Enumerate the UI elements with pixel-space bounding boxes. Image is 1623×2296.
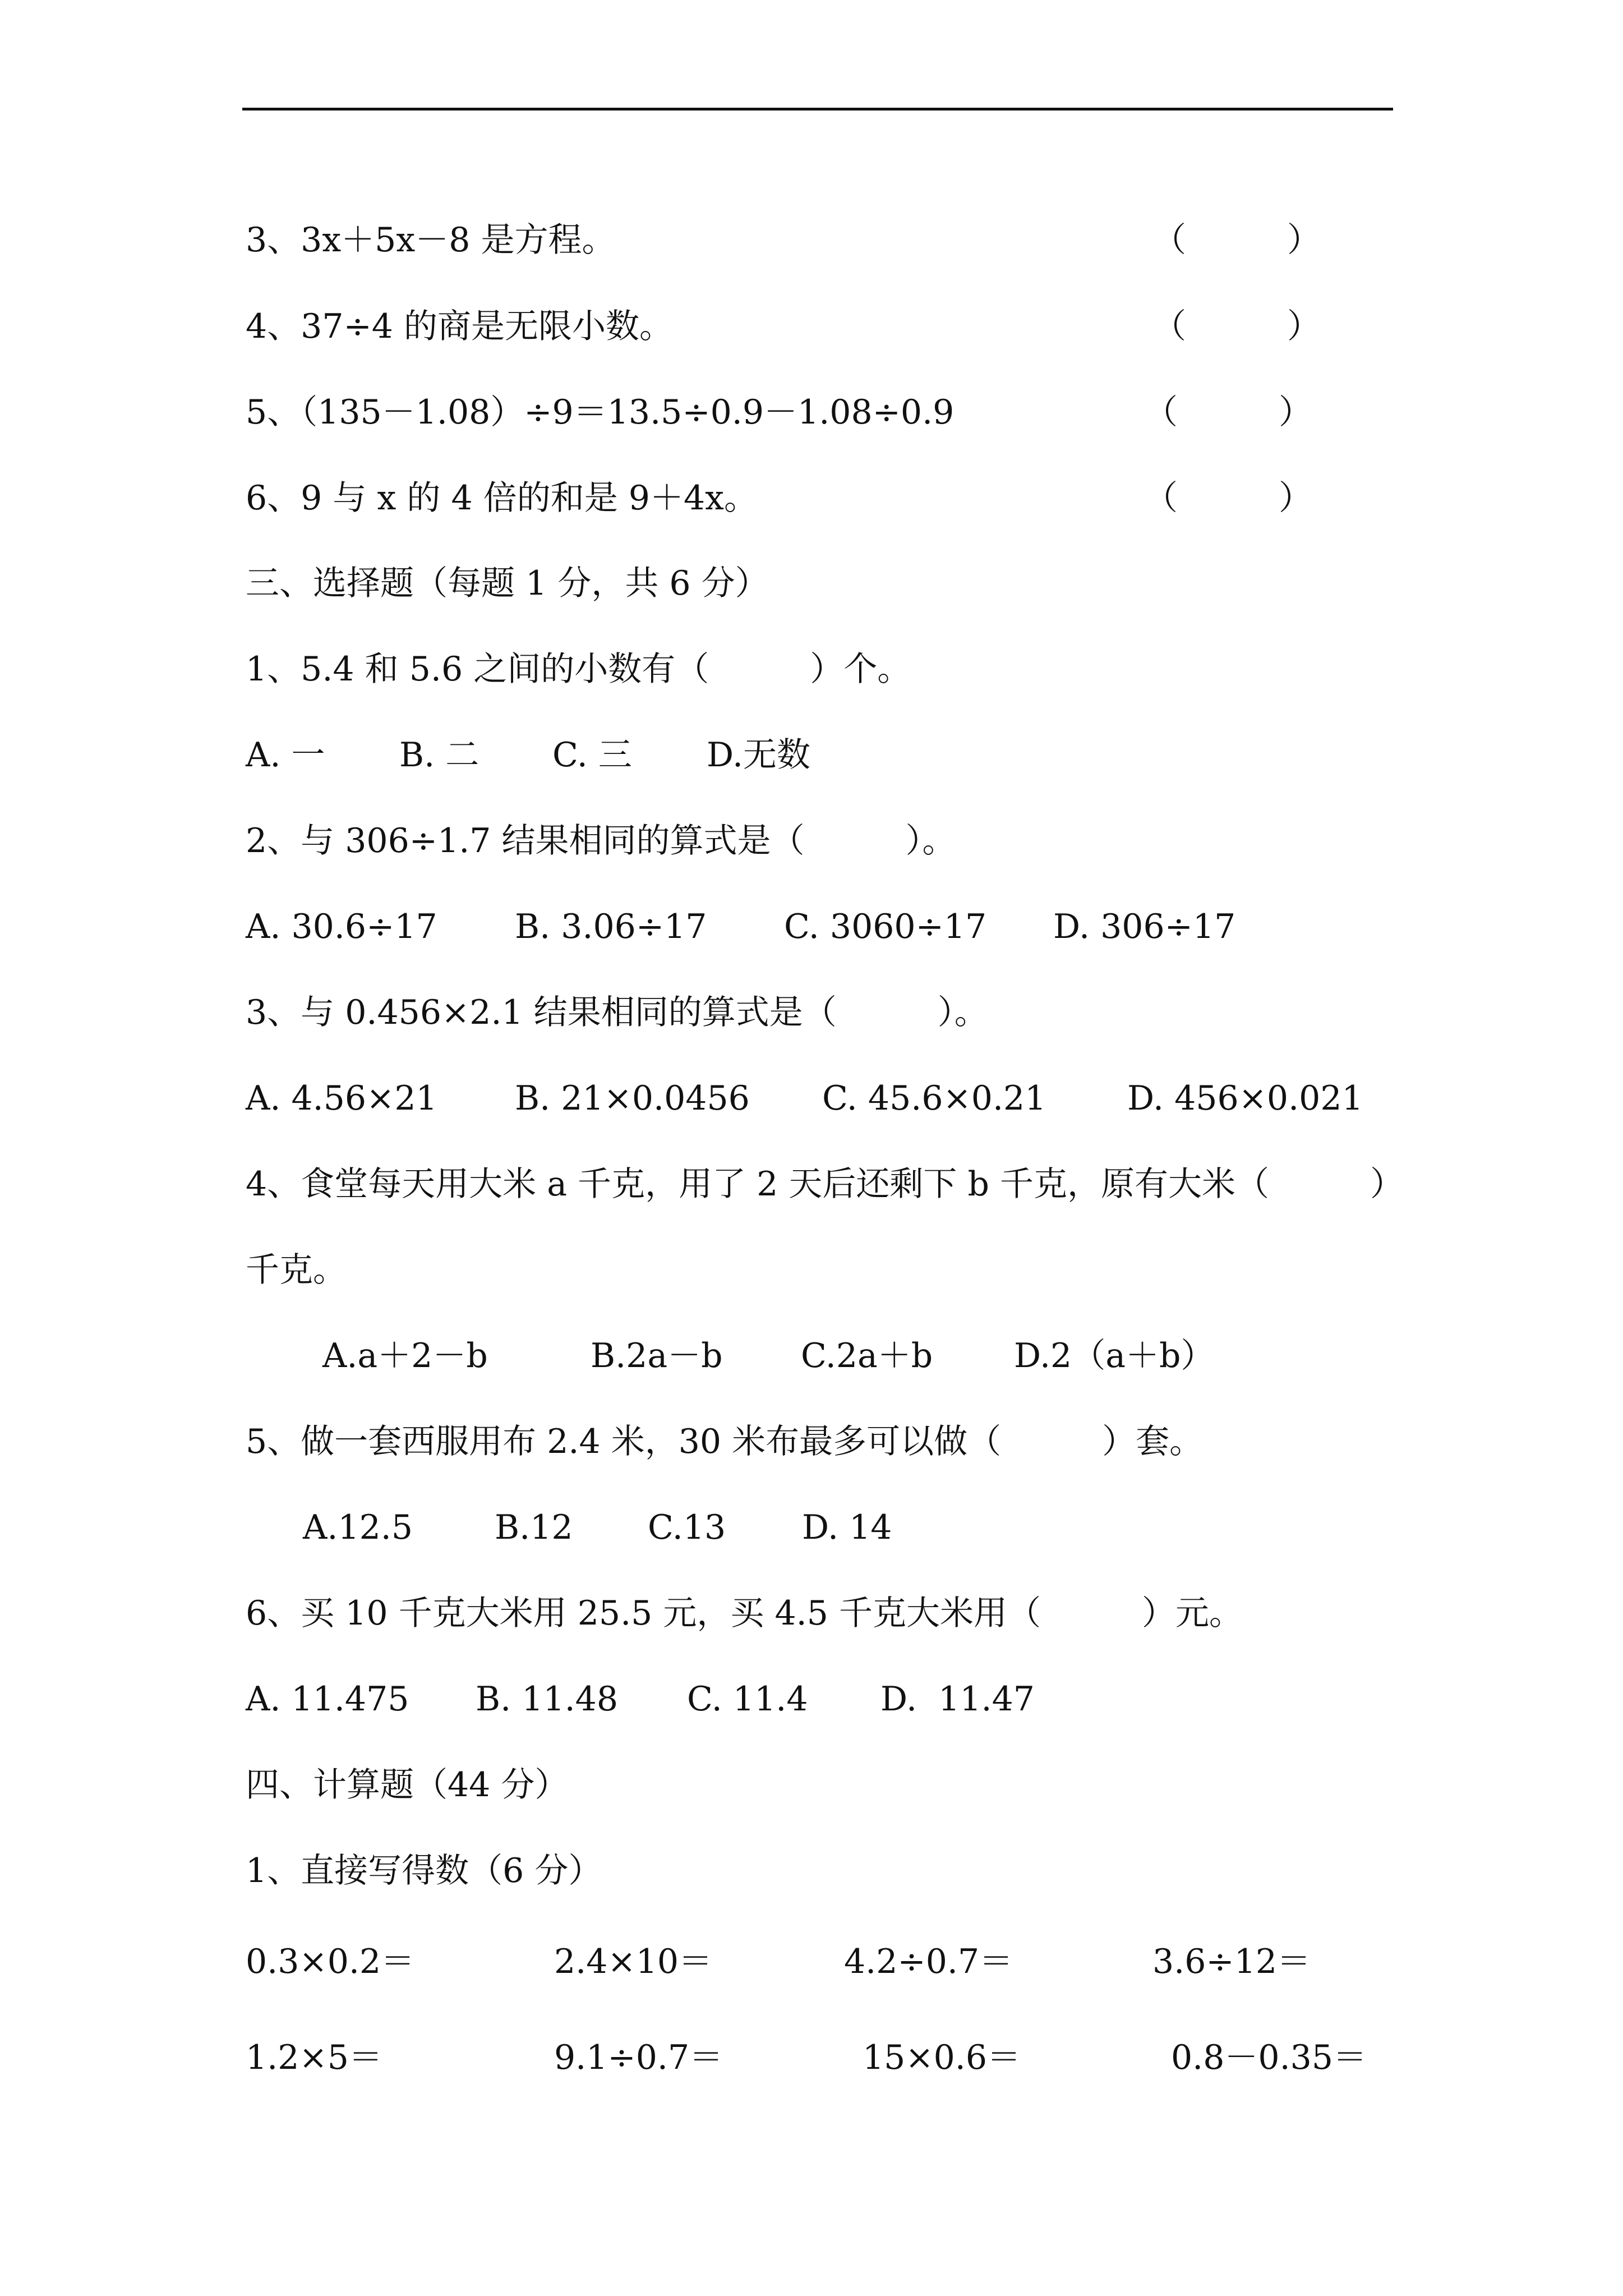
option-d[interactable]: D. 14 xyxy=(802,1508,892,1547)
calc-problem: 1.2×5＝ xyxy=(246,2038,382,2077)
choice-question-2: 2、与 306÷1.7 结果相同的算式是（ ）。 xyxy=(246,821,956,861)
calc-problem: 2.4×10＝ xyxy=(554,1942,713,1981)
option-d[interactable]: D. 456×0.021 xyxy=(1127,1079,1363,1118)
option-d[interactable]: D.无数 xyxy=(707,735,811,775)
option-b[interactable]: B. 21×0.0456 xyxy=(515,1079,750,1118)
answer-blank[interactable]: （ ） xyxy=(1144,478,1312,518)
option-a[interactable]: A. 11.475 xyxy=(246,1680,409,1719)
section-heading-calculation: 四、计算题（44 分） xyxy=(246,1765,569,1805)
option-a[interactable]: A.a＋2－b xyxy=(322,1336,488,1375)
option-a[interactable]: A. 30.6÷17 xyxy=(246,907,437,946)
option-b[interactable]: B. 3.06÷17 xyxy=(515,907,707,946)
option-d[interactable]: D.2（a＋b） xyxy=(1014,1336,1215,1375)
choice-question-6: 6、买 10 千克大米用 25.5 元，买 4.5 千克大米用（ ）元。 xyxy=(246,1594,1243,1633)
option-c[interactable]: C. 三 xyxy=(552,735,632,775)
answer-blank[interactable]: （ ） xyxy=(1152,220,1321,260)
option-d[interactable]: D. 11.47 xyxy=(880,1680,1035,1719)
option-a[interactable]: A. 一 xyxy=(246,735,325,775)
option-b[interactable]: B.12 xyxy=(495,1508,573,1547)
answer-blank[interactable]: （ ） xyxy=(1144,393,1312,432)
option-a[interactable]: A.12.5 xyxy=(303,1508,413,1547)
choice-question-4-continued: 千克。 xyxy=(246,1250,347,1290)
choice-question-5: 5、做一套西服用布 2.4 米，30 米布最多可以做（ ）套。 xyxy=(246,1422,1204,1461)
calculation-sub-heading: 1、直接写得数（6 分） xyxy=(246,1851,602,1890)
option-c[interactable]: C. 3060÷17 xyxy=(784,907,987,946)
calc-problem: 0.8－0.35＝ xyxy=(1171,2038,1367,2077)
option-c[interactable]: C. 11.4 xyxy=(687,1680,808,1719)
judgement-item-4: 4、37÷4 的商是无限小数。 xyxy=(246,307,674,346)
option-c[interactable]: C.2a＋b xyxy=(801,1336,933,1375)
judgement-item-3: 3、3x＋5x－8 是方程。 xyxy=(246,220,616,260)
judgement-item-5: 5、（135－1.08）÷9＝13.5÷0.9－1.08÷0.9 xyxy=(246,393,955,432)
calc-problem: 3.6÷12＝ xyxy=(1152,1942,1311,1981)
calc-problem: 9.1÷0.7＝ xyxy=(554,2038,723,2077)
judgement-item-6: 6、9 与 x 的 4 倍的和是 9＋4x。 xyxy=(246,478,758,518)
calc-problem: 0.3×0.2＝ xyxy=(246,1942,415,1981)
option-b[interactable]: B. 二 xyxy=(399,735,479,775)
answer-blank[interactable]: （ ） xyxy=(1152,307,1321,346)
option-c[interactable]: C. 45.6×0.21 xyxy=(822,1079,1046,1118)
choice-question-1: 1、5.4 和 5.6 之间的小数有（ ）个。 xyxy=(246,650,911,689)
option-d[interactable]: D. 306÷17 xyxy=(1053,907,1236,946)
choice-question-3: 3、与 0.456×2.1 结果相同的算式是（ ）。 xyxy=(246,993,988,1032)
choice-question-4: 4、食堂每天用大米 a 千克，用了 2 天后还剩下 b 千克，原有大米（ ） xyxy=(246,1165,1404,1204)
option-b[interactable]: B. 11.48 xyxy=(476,1680,619,1719)
calc-problem: 15×0.6＝ xyxy=(863,2038,1021,2077)
header-rule xyxy=(242,108,1393,111)
option-c[interactable]: C.13 xyxy=(648,1508,726,1547)
option-b[interactable]: B.2a－b xyxy=(591,1336,723,1375)
option-a[interactable]: A. 4.56×21 xyxy=(246,1079,437,1118)
calc-problem: 4.2÷0.7＝ xyxy=(844,1942,1013,1981)
section-heading-choice: 三、选择题（每题 1 分，共 6 分） xyxy=(246,564,769,603)
